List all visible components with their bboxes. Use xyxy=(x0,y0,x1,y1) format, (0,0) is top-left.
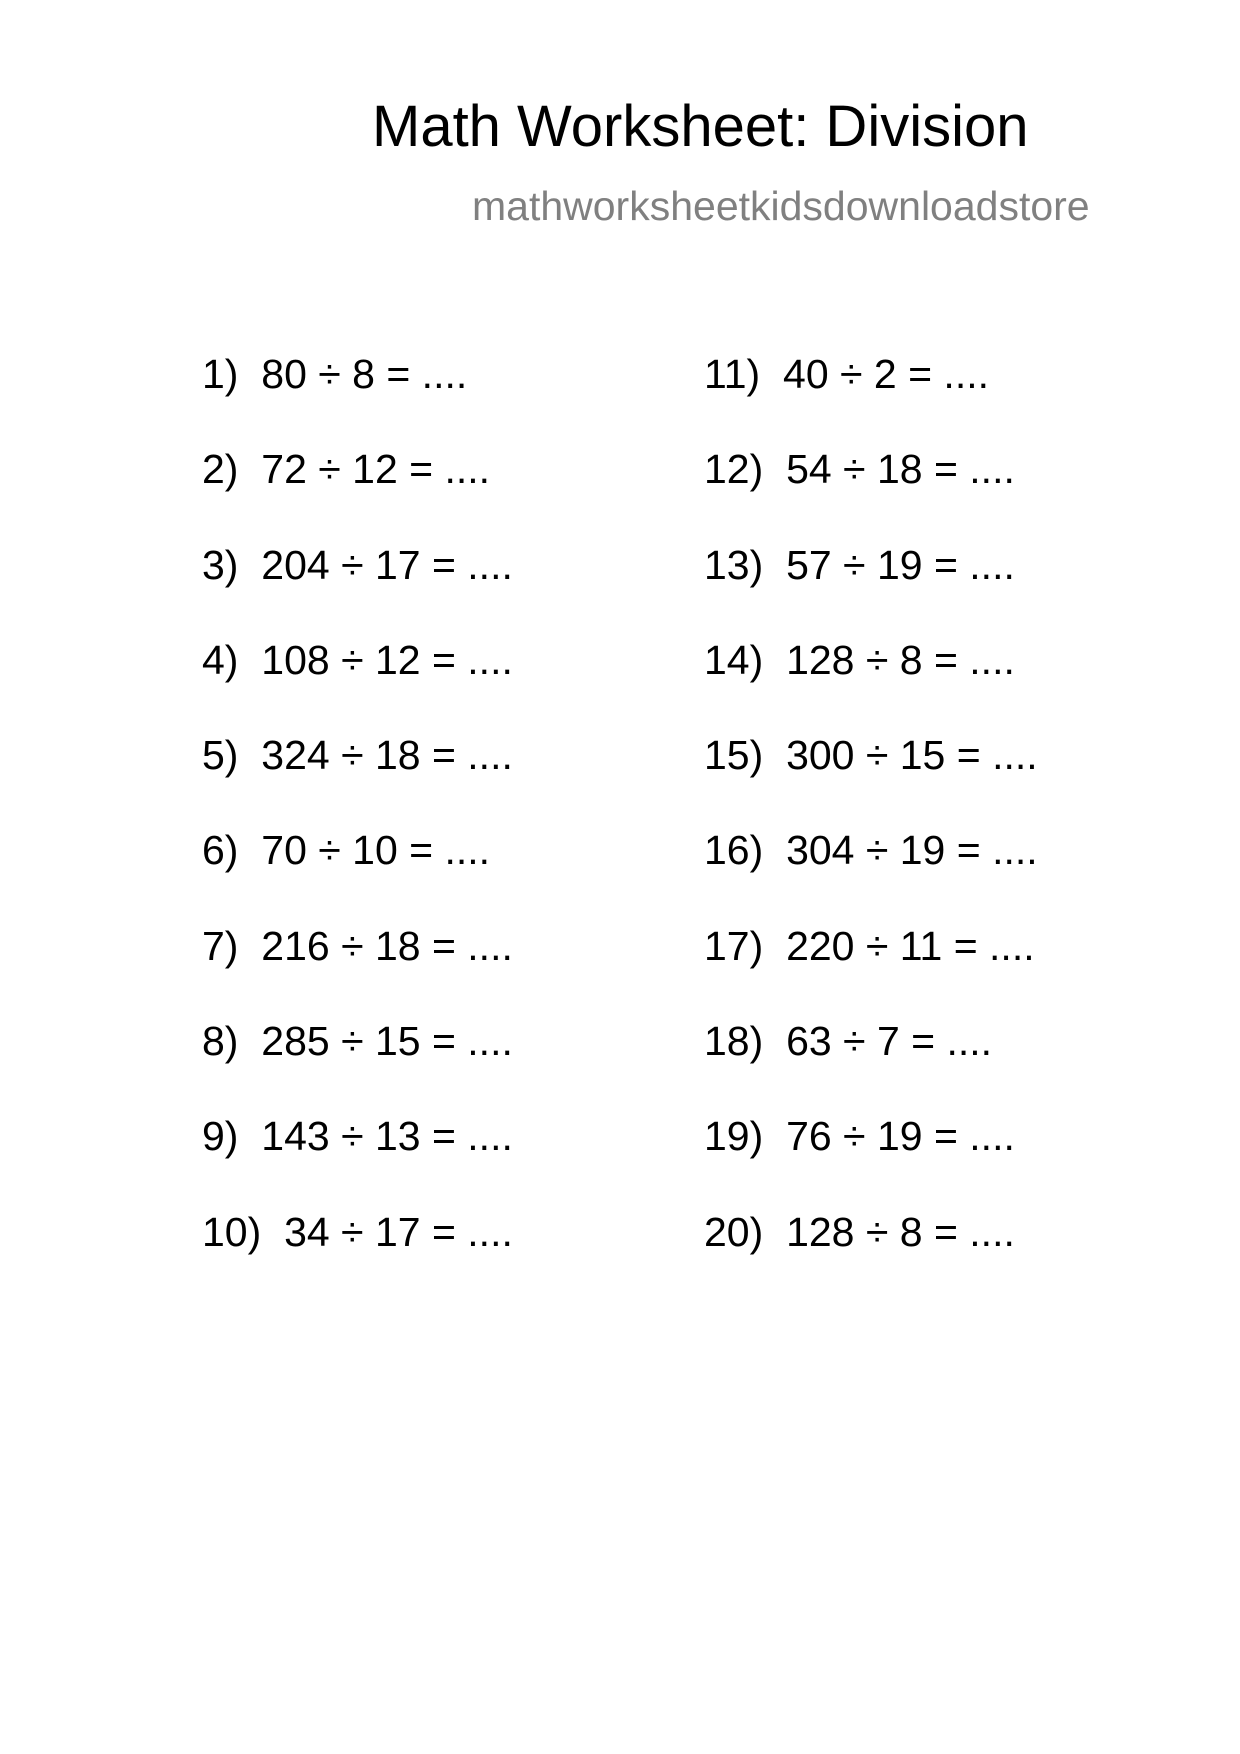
problem-number: 5) xyxy=(202,732,239,779)
problem-column-left xyxy=(202,351,513,1307)
problem-item xyxy=(704,541,1038,640)
problem-number: 4) xyxy=(202,636,239,683)
problem-number: 16) xyxy=(704,827,764,874)
problem-number: 18) xyxy=(704,1018,764,1065)
problem-expression: 220 ÷ 11 = .... xyxy=(786,922,1035,969)
problem-number: 9) xyxy=(202,1113,239,1160)
problem-item xyxy=(202,1113,513,1211)
worksheet-title: Math Worksheet: Division xyxy=(372,94,1029,159)
problem-expression: 80 ÷ 8 = .... xyxy=(261,351,468,397)
problem-number: 19) xyxy=(704,1113,764,1160)
problem-expression: 285 ÷ 15 = .... xyxy=(261,1018,513,1065)
problem-expression: 54 ÷ 18 = .... xyxy=(786,446,1015,493)
problem-expression: 143 ÷ 13 = .... xyxy=(261,1113,513,1160)
problem-expression: 300 ÷ 15 = .... xyxy=(786,732,1038,779)
problem-expression: 216 ÷ 18 = .... xyxy=(261,922,513,969)
problem-number: 7) xyxy=(202,922,239,969)
problem-expression: 34 ÷ 17 = .... xyxy=(284,1208,513,1255)
problem-item xyxy=(202,1208,513,1307)
problem-item xyxy=(202,1018,513,1116)
worksheet-subtitle: mathworksheetkidsdownloadstore xyxy=(472,183,1090,229)
problem-item xyxy=(202,732,513,830)
problem-number: 10) xyxy=(202,1208,262,1255)
problem-expression: 63 ÷ 7 = .... xyxy=(786,1018,993,1065)
problem-expression: 40 ÷ 2 = .... xyxy=(783,351,989,397)
problem-expression: 72 ÷ 12 = .... xyxy=(261,446,491,493)
problem-expression: 204 ÷ 17 = .... xyxy=(261,541,513,588)
problem-item xyxy=(202,827,513,925)
problem-item xyxy=(202,351,513,449)
problem-expression: 324 ÷ 18 = .... xyxy=(261,732,513,779)
problem-number: 20) xyxy=(704,1208,764,1255)
problem-number: 3) xyxy=(202,541,239,588)
problem-item xyxy=(704,446,1038,544)
problem-expression: 70 ÷ 10 = .... xyxy=(261,827,491,874)
problem-expression: 57 ÷ 19 = .... xyxy=(786,541,1015,588)
problem-expression: 128 ÷ 8 = .... xyxy=(786,636,1015,683)
problem-item xyxy=(704,922,1038,1021)
problem-number: 2) xyxy=(202,446,239,493)
problem-item xyxy=(202,446,513,544)
problem-item xyxy=(704,636,1038,735)
problem-number: 11) xyxy=(704,351,761,397)
problem-item xyxy=(704,827,1038,925)
problem-expression: 128 ÷ 8 = .... xyxy=(786,1208,1015,1255)
problem-number: 15) xyxy=(704,732,764,779)
problem-expression: 304 ÷ 19 = .... xyxy=(786,827,1038,874)
problem-number: 13) xyxy=(704,541,764,588)
problem-item xyxy=(704,351,1038,449)
problem-number: 17) xyxy=(704,922,764,969)
problem-number: 6) xyxy=(202,827,239,874)
problem-column-right xyxy=(704,351,1038,1307)
problem-item xyxy=(704,1208,1038,1307)
problem-item xyxy=(202,922,513,1021)
problem-number: 14) xyxy=(704,636,764,683)
problem-expression: 76 ÷ 19 = .... xyxy=(786,1113,1015,1160)
problem-item xyxy=(704,1018,1038,1116)
problem-item xyxy=(704,1113,1038,1211)
problem-item xyxy=(202,541,513,640)
problem-number: 8) xyxy=(202,1018,239,1065)
problem-expression: 108 ÷ 12 = .... xyxy=(261,636,513,683)
problem-item xyxy=(704,732,1038,830)
problem-number: 1) xyxy=(202,351,239,397)
problem-item xyxy=(202,636,513,735)
problem-number: 12) xyxy=(704,446,764,493)
